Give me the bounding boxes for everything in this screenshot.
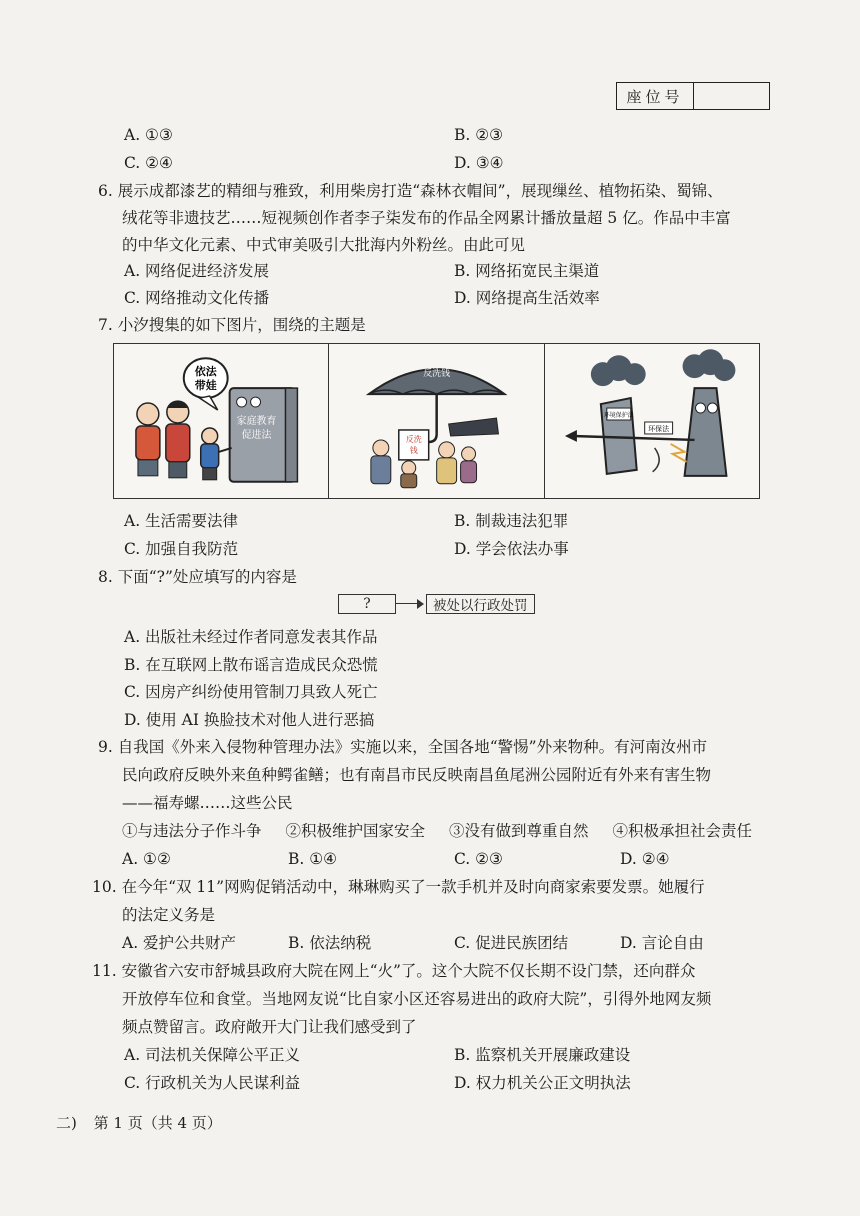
- q9-option-c[interactable]: C. ②③: [454, 850, 503, 868]
- q11-option-d[interactable]: D. 权力机关公正文明执法: [454, 1074, 631, 1092]
- q9-statement-2: ②积极维护国家安全: [285, 822, 425, 840]
- q9-option-b[interactable]: B. ①④: [288, 850, 338, 868]
- q11-stem-line-1: 11. 安徽省六安市舒城县政府大院在网上“火”了。这个大院不仅长期不设门禁，还向群众: [92, 962, 696, 980]
- q6-option-b[interactable]: B. 网络拓宽民主渠道: [454, 262, 600, 280]
- q9-statement-1: ①与违法分子作斗争: [122, 822, 262, 840]
- q9-stem-line-3: ——福寿螺……这些公民: [122, 794, 293, 812]
- q5-option-d[interactable]: D. ③④: [454, 154, 504, 172]
- q6-stem-line-2: 绒花等非遗技艺……短视频创作者李子柒发布的作品全网累计播放量超 5 亿。作品中丰富: [122, 209, 731, 227]
- q8-flow-diagram: [338, 594, 535, 614]
- q9-stem-line-2: 民向政府反映外来鱼种鳄雀鳝；也有南昌市民反映南昌鱼尾洲公园附近有外来有害生物: [122, 766, 712, 784]
- arrow-right-icon: [396, 598, 426, 610]
- q5-option-b[interactable]: B. ②③: [454, 126, 504, 144]
- q10-option-d[interactable]: D. 言论自由: [620, 934, 704, 952]
- q7-option-a[interactable]: A. 生活需要法律: [124, 512, 239, 530]
- q7-option-c[interactable]: C. 加强自我防范: [124, 540, 239, 558]
- q7-option-b[interactable]: B. 制裁违法犯罪: [454, 512, 569, 530]
- q11-option-b[interactable]: B. 监察机关开展廉政建设: [454, 1046, 631, 1064]
- q9-statement-4: ④积极承担社会责任: [612, 822, 752, 840]
- q10-option-a[interactable]: A. 爱护公共财产: [122, 934, 237, 952]
- q10-stem-line-2: 的法定义务是: [122, 906, 216, 924]
- anti-money-laundering-cartoon: [329, 344, 543, 498]
- q9-statement-3: ③没有做到尊重自然: [448, 822, 589, 840]
- q8-result-box: 被处以行政处罚: [426, 594, 535, 614]
- board-label: 环境保护法: [603, 412, 634, 420]
- tag-label: 环保法: [647, 424, 669, 433]
- family-education-cartoon: [114, 344, 328, 498]
- q5-option-c[interactable]: C. ②④: [124, 154, 173, 172]
- q6-option-d[interactable]: D. 网络提高生活效率: [454, 289, 600, 307]
- environmental-protection-cartoon: [545, 344, 759, 498]
- q11-option-c[interactable]: C. 行政机关为人民谋利益: [124, 1074, 301, 1092]
- seat-number-label: 座位号: [617, 83, 694, 109]
- q11-stem-line-2: 开放停车位和食堂。当地网友说“比自家小区还容易进出的政府大院”，引得外地网友频: [122, 990, 712, 1008]
- book-title-1: 家庭教育: [236, 415, 277, 427]
- bubble-text-2: 带娃: [194, 379, 217, 393]
- q11-stem-line-3: 频点赞留言。政府敞开大门让我们感受到了: [122, 1018, 417, 1036]
- q6-option-a[interactable]: A. 网络促进经济发展: [124, 262, 270, 280]
- q8-question-box: ?: [338, 594, 396, 614]
- q7-stem: 7. 小汐搜集的如下图片，围绕的主题是: [98, 316, 366, 334]
- q10-option-b[interactable]: B. 依法纳税: [288, 934, 372, 952]
- q7-panel-family-education: [114, 344, 329, 498]
- q9-option-a[interactable]: A. ①②: [122, 850, 171, 868]
- q6-option-c[interactable]: C. 网络推动文化传播: [124, 289, 270, 307]
- page-footer: [56, 1112, 222, 1133]
- seat-number-field[interactable]: [694, 83, 769, 109]
- q9-option-d[interactable]: D. ②④: [620, 850, 670, 868]
- q7-panel-environmental-protection: [545, 344, 759, 498]
- bubble-text-1: 依法: [194, 365, 217, 379]
- q7-image-strip: [113, 343, 760, 499]
- q9-stem-line-1: 9. 自我国《外来入侵物种管理办法》实施以来，全国各地“警惕”外来物种。有河南汝州市: [98, 738, 708, 756]
- q8-option-a[interactable]: A. 出版社未经过作者同意发表其作品: [124, 628, 378, 646]
- q8-option-d[interactable]: D. 使用 AI 换脸技术对他人进行恶搞: [124, 711, 375, 729]
- footer-mark: 二): [56, 1114, 77, 1132]
- seat-number-box: [616, 82, 770, 110]
- page-number: 第 1 页（共 4 页）: [93, 1114, 222, 1132]
- q6-stem-line-3: 的中华文化元素、中式审美吸引大批海内外粉丝。由此可见: [122, 236, 526, 254]
- q10-option-c[interactable]: C. 促进民族团结: [454, 934, 569, 952]
- q8-option-c[interactable]: C. 因房产纠纷使用管制刀具致人死亡: [124, 683, 378, 701]
- q10-stem-line-1: 10. 在今年“双 11”网购促销活动中，琳琳购买了一款手机并及时向商家索要发票。她履行: [92, 878, 705, 896]
- q11-option-a[interactable]: A. 司法机关保障公平正义: [124, 1046, 301, 1064]
- q7-option-d[interactable]: D. 学会依法办事: [454, 540, 569, 558]
- umbrella-label: 反洗钱: [423, 369, 451, 380]
- q8-stem: 8. 下面“?”处应填写的内容是: [98, 568, 297, 586]
- q8-option-b[interactable]: B. 在互联网上散布谣言造成民众恐慌: [124, 656, 378, 674]
- q6-stem-line-1: 6. 展示成都漆艺的精细与雅致，利用柴房打造“森林衣帽间”，展现缫丝、植物拓染、蜀锦、: [98, 182, 723, 200]
- book-title-2: 促进法: [241, 429, 272, 441]
- q5-option-a[interactable]: A. ①③: [124, 126, 173, 144]
- q9-statements: [122, 820, 752, 842]
- sign-text-1: 反洗: [406, 434, 423, 444]
- q7-panel-anti-money-laundering: [329, 344, 544, 498]
- sign-text-2: 钱: [410, 445, 419, 455]
